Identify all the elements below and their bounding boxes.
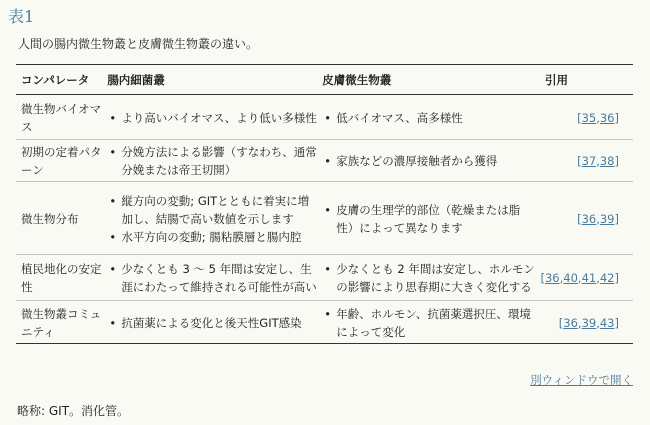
skin-microbiota-cell bbox=[317, 182, 535, 255]
bullet-list bbox=[107, 109, 317, 127]
citation-cell bbox=[535, 255, 633, 301]
abbreviation-footnote: 略称: GIT。消化管。 bbox=[17, 404, 130, 418]
list-item: • 抗菌薬による変化と後天性GIT感染 bbox=[107, 314, 317, 332]
list-item: • 分娩方法による影響（すなわち、通常分娩または帝王切開） bbox=[107, 143, 317, 179]
table-body bbox=[16, 95, 633, 344]
table-row bbox=[16, 301, 633, 344]
table-row bbox=[16, 182, 633, 255]
gut-microbiota-cell bbox=[102, 140, 317, 182]
list-item: • 低バイオマス、高多様性 bbox=[322, 109, 535, 127]
gut-microbiota-cell bbox=[102, 255, 317, 301]
citation-refs: [36,39] bbox=[577, 211, 619, 226]
list-item: • 水平方向の変動; 腸粘膜層と腸内腔 bbox=[107, 228, 317, 246]
citation-refs: [36,40,41,42] bbox=[540, 271, 619, 285]
citation-link[interactable]: 36 bbox=[544, 271, 560, 285]
citation-link[interactable]: 36 bbox=[599, 110, 615, 125]
citation-link[interactable]: 36 bbox=[581, 211, 597, 226]
citation-link[interactable]: 39 bbox=[581, 315, 597, 330]
citation-link[interactable]: 35 bbox=[581, 110, 597, 125]
table-label: 表1 bbox=[8, 7, 35, 26]
header-skin-microbiota: 皮膚微生物叢 bbox=[317, 65, 535, 95]
citation-refs: [37,38] bbox=[577, 154, 619, 168]
citation-link[interactable]: 38 bbox=[599, 154, 615, 168]
skin-microbiota-cell bbox=[317, 301, 535, 344]
list-item: • より高いバイオマス、より低い多様性 bbox=[107, 109, 317, 127]
comparator-cell: 初期の定着パターン bbox=[16, 140, 102, 182]
table-caption: 人間の腸内微生物叢と皮膚微生物叢の違い。 bbox=[18, 37, 259, 51]
citation-cell bbox=[535, 95, 633, 140]
skin-microbiota-cell bbox=[317, 255, 535, 301]
citation-link[interactable]: 37 bbox=[581, 154, 597, 168]
citation-refs: [36,39,43] bbox=[558, 315, 619, 330]
bullet-list bbox=[107, 192, 317, 246]
bullet-list bbox=[322, 201, 535, 237]
citation-cell bbox=[535, 301, 633, 344]
header-comparator: コンパレータ bbox=[16, 65, 102, 95]
gut-microbiota-cell bbox=[102, 301, 317, 344]
citation-cell bbox=[535, 140, 633, 182]
table-row bbox=[16, 95, 633, 140]
comparator-cell: 微生物バイオマス bbox=[16, 95, 102, 140]
list-item: • 少なくとも 2 年間は安定し、ホルモンの影響により思春期に大きく変化する bbox=[322, 260, 535, 296]
open-in-new-window-link[interactable]: 別ウィンドウで開く bbox=[530, 373, 633, 387]
bullet-list bbox=[107, 314, 317, 332]
gut-microbiota-cell bbox=[102, 95, 317, 140]
table-row bbox=[16, 140, 633, 182]
skin-microbiota-cell bbox=[317, 140, 535, 182]
header-citation: 引用 bbox=[535, 65, 633, 95]
list-item: • 年齢、ホルモン、抗菌薬選択圧、環境によって変化 bbox=[322, 305, 535, 341]
citation-link[interactable]: 36 bbox=[563, 315, 578, 330]
header-gut-microbiota: 腸内細菌叢 bbox=[102, 65, 317, 95]
table-header-row bbox=[16, 65, 633, 95]
comparator-cell: 微生物分布 bbox=[16, 182, 102, 255]
bullet-list bbox=[107, 143, 317, 179]
gut-microbiota-cell bbox=[102, 182, 317, 255]
citation-refs: [35,36] bbox=[577, 110, 619, 125]
bullet-list bbox=[322, 152, 535, 170]
citation-link[interactable]: 40 bbox=[563, 271, 578, 285]
comparison-table bbox=[16, 64, 633, 344]
table-row bbox=[16, 255, 633, 301]
bullet-list bbox=[322, 305, 535, 341]
list-item: • 縦方向の変動; GITとともに着実に増加し、結腸で高い数値を示します bbox=[107, 192, 317, 228]
list-item: • 少なくとも 3 ～ 5 年間は安定し、生涯にわたって維持される可能性が高い bbox=[107, 260, 317, 296]
citation-link[interactable]: 42 bbox=[599, 271, 615, 285]
comparator-cell: 植民地化の安定性 bbox=[16, 255, 102, 301]
comparator-cell: 微生物叢コミュニティ bbox=[16, 301, 102, 344]
citation-link[interactable]: 41 bbox=[581, 271, 597, 285]
list-item: • 皮膚の生理学的部位（乾燥または脂性）によって異なります bbox=[322, 201, 535, 237]
list-item: • 家族などの濃厚接触者から獲得 bbox=[322, 152, 535, 170]
skin-microbiota-cell bbox=[317, 95, 535, 140]
citation-link[interactable]: 39 bbox=[599, 211, 615, 226]
bullet-list bbox=[107, 260, 317, 296]
bullet-list bbox=[322, 109, 535, 127]
bullet-list bbox=[322, 260, 535, 296]
citation-cell bbox=[535, 182, 633, 255]
citation-link[interactable]: 43 bbox=[599, 315, 615, 330]
